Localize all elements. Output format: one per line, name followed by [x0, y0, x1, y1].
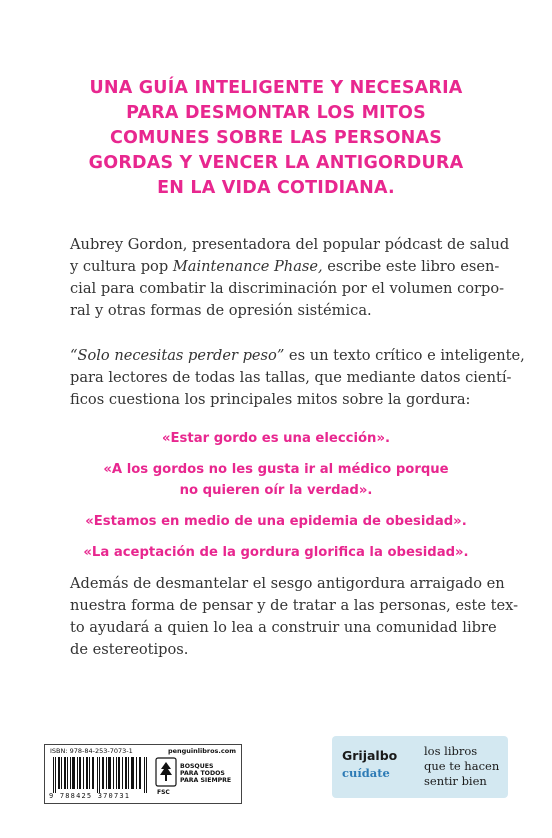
intro-paragraph — [70, 234, 510, 322]
paragraph-text: escribe este libro esen- — [322, 258, 500, 275]
myth-line: «Estar gordo es una elección». — [162, 431, 390, 446]
paragraph-line: ficos cuestiona los principales mitos sobre la gordura: — [70, 391, 471, 408]
tagline-line: sentir bien — [424, 774, 487, 788]
isbn-text: ISBN: 978-84-253-7073-1 — [50, 747, 133, 755]
publisher-badge — [332, 736, 508, 798]
paragraph-line: Además de desmantelar el sesgo antigordura arraigado en — [70, 575, 505, 592]
paragraph-line — [70, 256, 500, 278]
paragraph-line: para lectores de todas las tallas, que mediante datos cientí- — [70, 369, 512, 386]
tree-icon — [155, 757, 177, 787]
headline — [0, 76, 552, 201]
myths-list — [0, 428, 552, 573]
headline-line: PARA DESMONTAR LOS MITOS — [126, 103, 426, 123]
fsc-motto-line: PARA TODOS — [180, 770, 225, 777]
paragraph-line: to ayudará a quien lo lea a construir una comunidad libre — [70, 619, 497, 636]
paragraph-line — [70, 345, 525, 367]
myth-quote — [0, 511, 552, 532]
paragraph-text: y cultura pop — [70, 258, 173, 275]
headline-line: EN LA VIDA COTIDIANA. — [157, 178, 395, 198]
myth-quote — [0, 428, 552, 449]
fsc-label: FSC — [157, 789, 170, 796]
website-text: penguinlibros.com — [167, 747, 236, 755]
publisher-brand: Grijalbo — [342, 748, 398, 763]
headline-line: COMUNES SOBRE LAS PERSONAS — [109, 128, 443, 148]
publisher-imprint: cuídate — [342, 766, 390, 780]
podcast-title: Maintenance Phase, — [172, 258, 323, 275]
paragraph-line: ral y otras formas de opresión sistémica. — [70, 302, 372, 319]
tagline-line: que te hacen — [424, 759, 500, 773]
book-title: “Solo necesitas perder peso” — [70, 347, 285, 364]
headline-line: GORDAS Y VENCER LA ANTIGORDURA — [88, 153, 464, 173]
myth-quote — [0, 459, 552, 501]
barcode-panel — [44, 744, 242, 804]
fsc-motto — [180, 763, 231, 784]
barcode-digits: 9 788425 370731 — [49, 792, 131, 800]
paragraph-line: nuestra forma de pensar y de tratar a las personas, este tex- — [70, 597, 519, 614]
paragraph-line: Aubrey Gordon, presentadora del popular pódcast de salud — [70, 236, 510, 253]
publisher-tagline — [424, 744, 499, 789]
paragraph-line: de estereotipos. — [70, 641, 189, 658]
paragraph-text: es un texto crítico e inteligente, — [284, 347, 525, 364]
fsc-motto-line: BOSQUES — [180, 763, 214, 770]
barcode-icon — [51, 757, 149, 793]
myth-line: «A los gordos no les gusta ir al médico porque — [103, 462, 449, 477]
myth-line: «Estamos en medio de una epidemia de obesidad». — [85, 514, 467, 529]
closing-paragraph — [70, 573, 519, 661]
tagline-line: los libros — [424, 744, 478, 758]
paragraph-line: cial para combatir la discriminación por el volumen corpo- — [70, 280, 505, 297]
fsc-motto-line: PARA SIEMPRE — [180, 777, 232, 784]
myth-line: no quieren oír la verdad». — [179, 483, 373, 498]
myth-quote — [0, 542, 552, 563]
headline-line: UNA GUÍA INTELIGENTE Y NECESARIA — [89, 78, 463, 98]
fsc-logo — [155, 757, 235, 801]
description-paragraph — [70, 345, 525, 411]
myth-line: «La aceptación de la gordura glorifica la obesidad». — [83, 545, 469, 560]
